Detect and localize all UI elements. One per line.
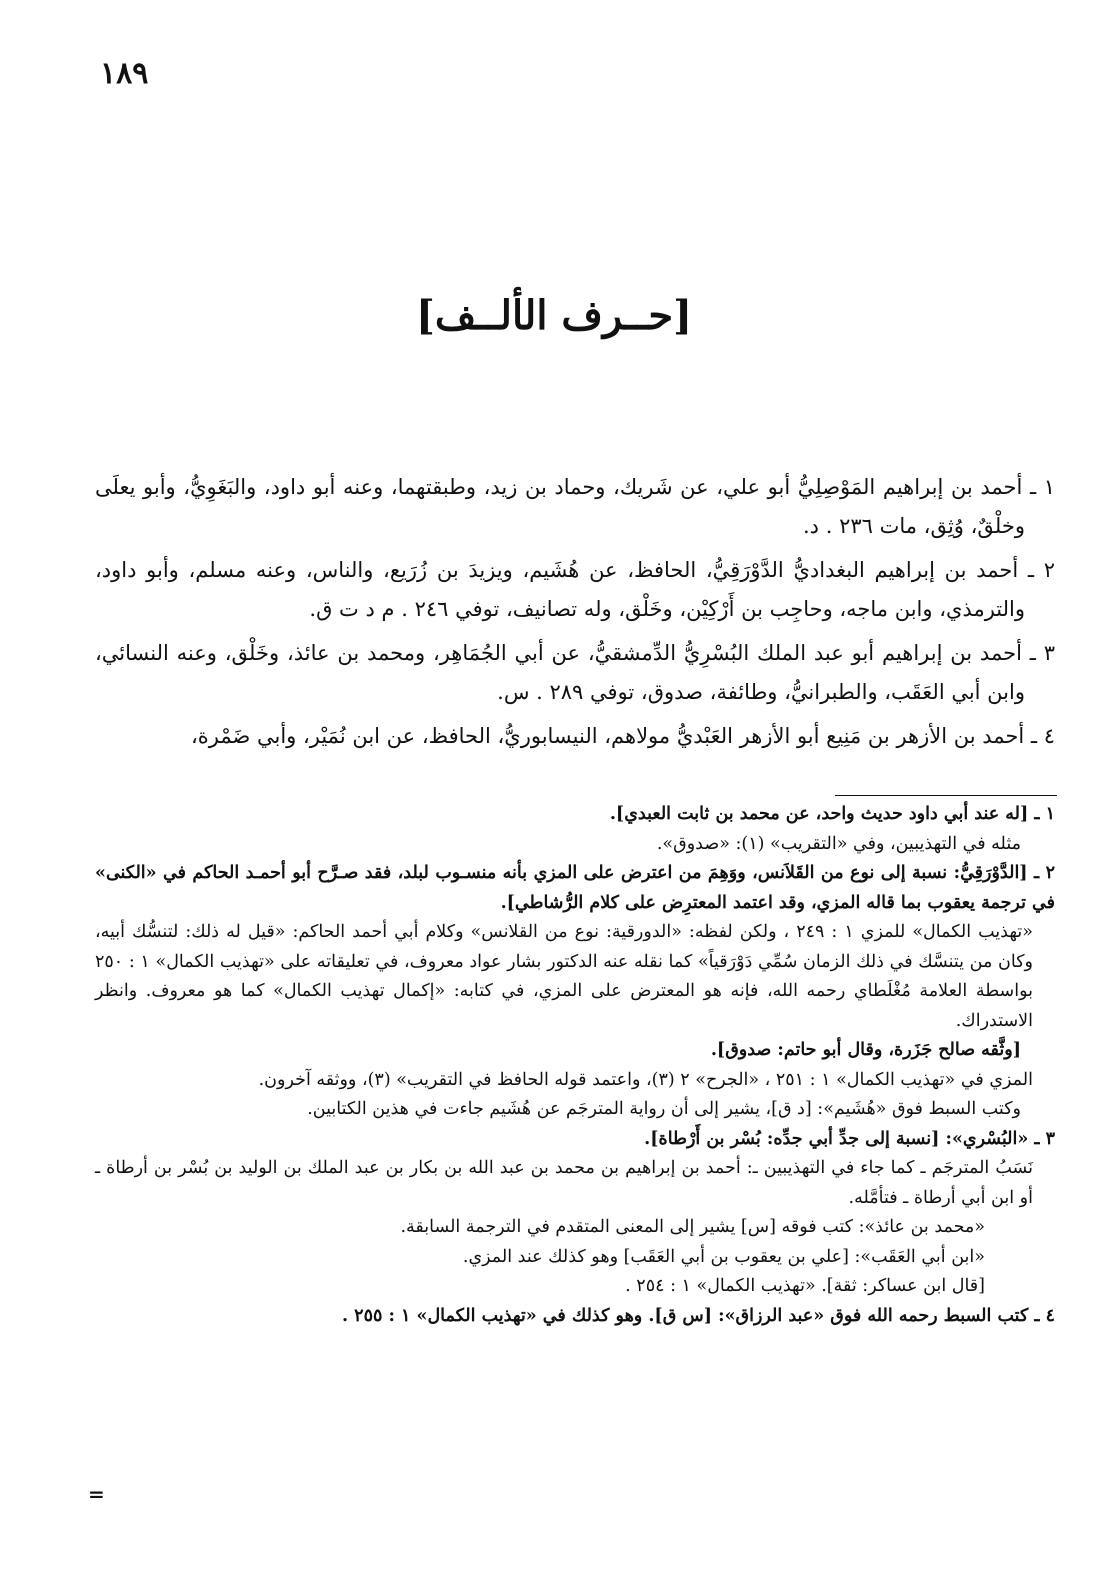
note-3-remark-3: [قال ابن عساكر: ثقة]. «تهذيب الكمال» ١ : ٢٥٤ . bbox=[625, 1276, 985, 1296]
entry-4: ٤ ـ أحمد بن الأزهر بن مَنِيع أبو الأزهر العَبْديُّ مولاهم، النيسابوريُّ، الحافظ، عن ابن نُمَيْر، وأبي ضَمْرة، bbox=[190, 724, 1055, 748]
note-2-remark: وكتب السبط فوق «هُشَيم»: [د ق]، يشير إلى أن رواية المترجَم عن هُشَيم جاءت في هذين الكتابين. bbox=[307, 1099, 1021, 1119]
note-2-body: «تهذيب الكمال» للمزي ١ : ٢٤٩ ، ولكن لفظه: «الدورقية: نوع من القلانس» وكلام أبي أحمد الحاكم: «قيل له ذلك: لتنسُّك أبيه، وكان من يتنسَّك في ذلك الزمان سُمِّي دَوْرَقياً» كما نقله عنه الدكتور بشار عواد معروف، في تعليقاته على «تهذيب الكمال» ١ : ٢٥٠ بواسطة العلامة مُغْلَطاي رحمه الله، فإنه هو المعترض على المزي، في كتابه: «إكمال تهذيب الكمال» كما هو معروف. وانظر الاستدراك. bbox=[95, 922, 1033, 1031]
entry-2: ٢ ـ أحمد بن إبراهيم البغداديُّ الدَّوْرَقِيُّ، الحافظ، عن هُشَيم، ويزيدَ بن زُرَيع، والناس، وعنه مسلم، وأبو داود، والترمذي، وابن ماجه، وحاجِب بن أَرْكِيْن، وخَلْق، وله تصانيف، توفي ٢٤٦ . م د ت ق. bbox=[95, 558, 1055, 621]
footnote-divider bbox=[835, 795, 1057, 796]
section-heading: [حــرف الألــف] bbox=[416, 292, 692, 339]
note-1-body: مثله في التهذيبين، وفي «التقريب» (١): «صدوق». bbox=[656, 833, 1021, 854]
note-2-source: المزي في «تهذيب الكمال» ١ : ٢٥١ ، «الجرح» ٢ (٣)، واعتمد قوله الحافظ في التقريب» (٣)، ووثقه آخرون. bbox=[258, 1069, 1033, 1090]
note-4: ٤ ـ كتب السبط رحمه الله فوق «عبد الرزاق»: [س ق]. وهو كذلك في «تهذيب الكمال» ١ : ٢٥٥ . bbox=[341, 1305, 1055, 1326]
note-3-remark-2: «ابن أبي العَقَب»: [علي بن يعقوب بن أبي العَقَب] وهو كذلك عند المزي. bbox=[462, 1246, 985, 1267]
note-1-heading: ١ ـ [له عند أبي داود حديث واحد، عن محمد بن ثابت العبدي]. bbox=[609, 804, 1055, 824]
note-2-heading: ٢ ـ [الدَّوْرَقِيُّ: نسبة إلى نوع من القَلاَنس، ووَهِمَ من اعترض على المزي بأنه منسـوب لبلد، فقد صـرَّح أبو أحمـد الحاكم في «الكنى» في ترجمة يعقوب بما قاله المزي، وقد اعتمد المعترِض على كلام الرُّشاطي]. bbox=[95, 863, 1055, 913]
page-number: ١٨٩ bbox=[100, 56, 149, 91]
main-entries bbox=[95, 468, 1055, 761]
footnotes bbox=[95, 800, 1055, 1331]
note-3-body: نَسَبُ المترجَم ـ كما جاء في التهذيبين ـ: أحمد بن إبراهيم بن محمد بن عبد الله بن بكار بن عبد الملك بن الوليد بن بُسْر بن أرطاة ـ أو ابن أبي أرطاة ـ فتأمَّله. bbox=[95, 1158, 1033, 1208]
entry-3: ٣ ـ أحمد بن إبراهيم أبو عبد الملك البُسْرِيُّ الدِّمشقيُّ، عن أبي الجُمَاهِر، ومحمد بن عائذ، وخَلْق، وعنه النسائي، وابن أبي العَقَب، والطبرانيُّ، وطائفة، صدوق، توفي ٢٨٩ . س. bbox=[95, 641, 1055, 704]
entry-1: ١ ـ أحمد بن إبراهيم المَوْصِلِيُّ أبو علي، عن شَريك، وحماد بن زيد، وطبقتهما، وعنه أبو داود، والبَغَوِيُّ، وأبو يعلَى وخلْقٌ، وُثِق، مات ٢٣٦ . د. bbox=[95, 475, 1055, 538]
continuation-mark: = bbox=[88, 1482, 105, 1506]
note-3-heading: ٣ ـ «البُسْري»: [نسبة إلى جدِّ أبي جدِّه: بُسْر بن أَرْطاة]. bbox=[644, 1128, 1055, 1149]
note-2-quote: [وثَّقه صالح جَزَرة، وقال أبو حاتم: صدوق]. bbox=[710, 1040, 1021, 1060]
note-3-remark-1: «محمد بن عائذ»: كتب فوقه [س] يشير إلى المعنى المتقدم في الترجمة السابقة. bbox=[400, 1217, 985, 1237]
